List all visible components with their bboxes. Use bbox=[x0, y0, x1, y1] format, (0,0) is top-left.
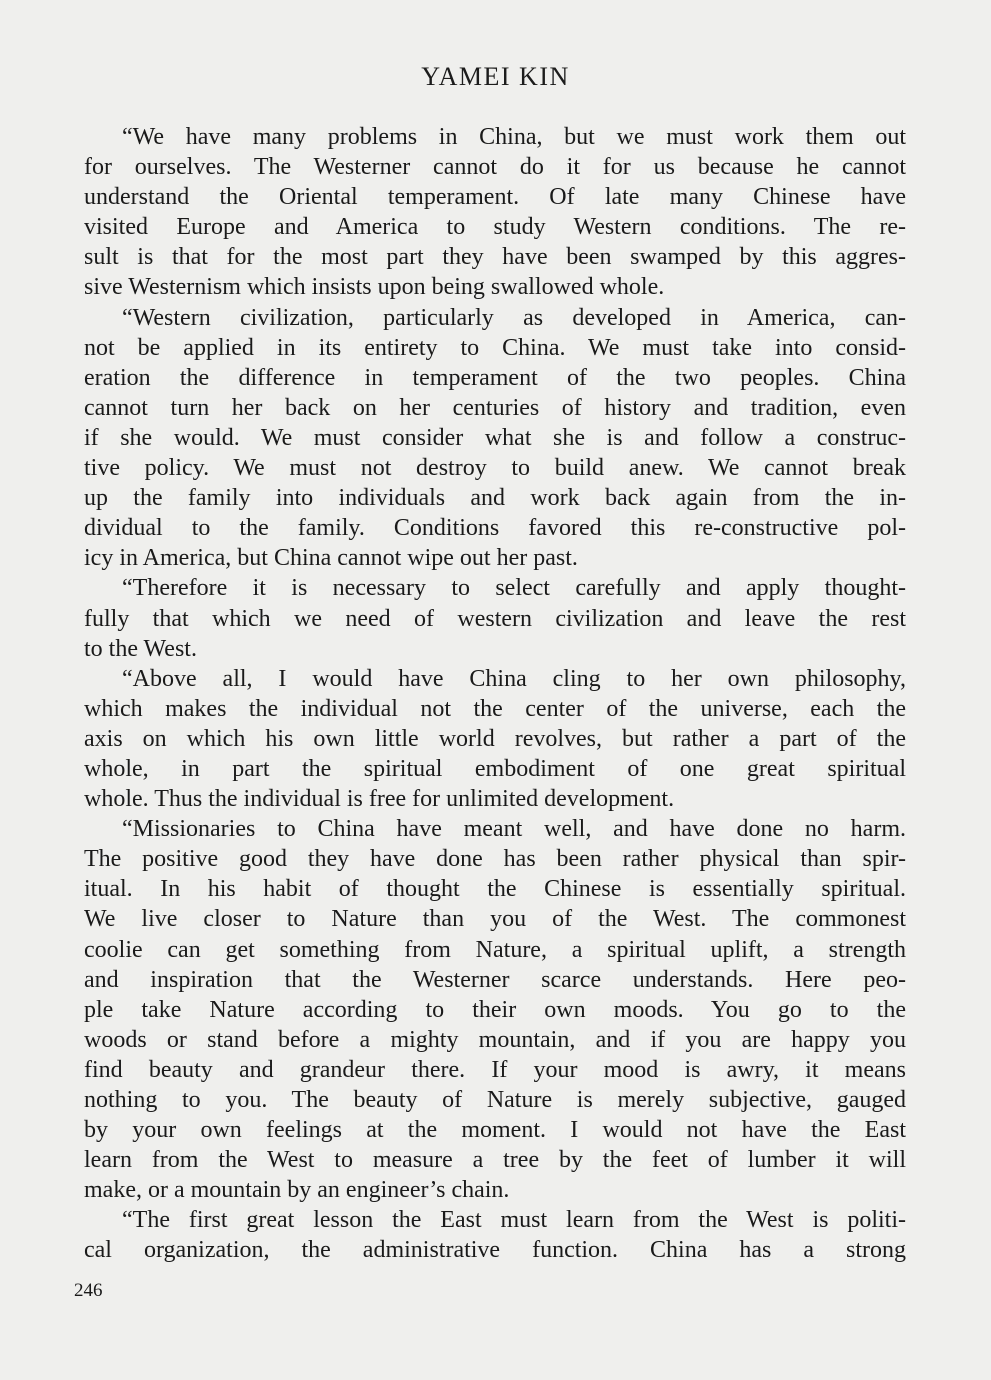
text-line: cal organization, the administrative function. China has a strong bbox=[84, 1237, 906, 1264]
text-line: axis on which his own little world revolves, but rather a part of the bbox=[84, 725, 906, 752]
paragraph bbox=[84, 303, 906, 574]
text-line: by your own feelings at the moment. I would not have the East bbox=[84, 1117, 906, 1144]
text-line: whole. Thus the individual is free for unlimited development. bbox=[84, 786, 675, 813]
text-line: sult is that for the most part they have been swamped by this aggres- bbox=[84, 244, 906, 271]
text-line: understand the Oriental temperament. Of late many Chinese have bbox=[84, 184, 906, 211]
text-line: “The first great lesson the East must learn from the West is politi- bbox=[122, 1207, 906, 1234]
text-line: sive Westernism which insists upon being swallowed whole. bbox=[84, 274, 665, 301]
text-line: “We have many problems in China, but we must work them out bbox=[122, 124, 906, 150]
text-line: woods or stand before a mighty mountain, and if you are happy you bbox=[84, 1026, 906, 1053]
text-line: for ourselves. The Westerner cannot do it for us because he cannot bbox=[84, 154, 906, 181]
text-line: icy in America, but China cannot wipe out her past. bbox=[84, 545, 578, 572]
text-line: cannot turn her back on her centuries of history and tradition, even bbox=[84, 394, 906, 421]
text-line: “Therefore it is necessary to select carefully and apply thought- bbox=[122, 575, 906, 602]
text-line: to the West. bbox=[84, 635, 197, 662]
paragraph bbox=[84, 1205, 906, 1265]
text-line: itual. In his habit of thought the Chinese is essentially spiritual. bbox=[84, 876, 906, 903]
text-line: visited Europe and America to study Western conditions. The re- bbox=[84, 214, 906, 241]
paragraph bbox=[84, 573, 906, 663]
text-line: make, or a mountain by an engineer’s chain. bbox=[84, 1177, 510, 1204]
text-line: We live closer to Nature than you of the West. The commonest bbox=[84, 906, 906, 933]
paragraph bbox=[84, 814, 906, 1205]
page-number: 246 bbox=[74, 1280, 103, 1301]
text-line: learn from the West to measure a tree by the feet of lumber it will bbox=[84, 1147, 906, 1174]
text-line: “Above all, I would have China cling to her own philosophy, bbox=[122, 665, 906, 692]
text-line: find beauty and grandeur there. If your mood is awry, it means bbox=[84, 1056, 906, 1083]
text-line: dividual to the family. Conditions favored this re-constructive pol- bbox=[84, 515, 906, 542]
text-line: not be applied in its entirety to China. We must take into consid- bbox=[84, 334, 906, 361]
text-line: and inspiration that the Westerner scarce understands. Here peo- bbox=[84, 966, 906, 993]
text-line: if she would. We must consider what she is and follow a construc- bbox=[84, 424, 906, 451]
text-line: fully that which we need of western civilization and leave the rest bbox=[84, 605, 906, 632]
paragraph bbox=[84, 664, 906, 814]
text-line: which makes the individual not the center of the universe, each the bbox=[84, 695, 906, 722]
text-line: ple take Nature according to their own moods. You go to the bbox=[84, 996, 906, 1023]
running-head: YAMEI KIN bbox=[421, 62, 570, 91]
text-line: eration the difference in temperament of the two peoples. China bbox=[84, 364, 906, 391]
text-line: The positive good they have done has been rather physical than spir- bbox=[84, 846, 906, 873]
text-line: up the family into individuals and work back again from the in- bbox=[84, 485, 906, 512]
text-line: “Western civilization, particularly as developed in America, can- bbox=[122, 304, 906, 331]
text-line: “Missionaries to China have meant well, and have done no harm. bbox=[122, 816, 906, 843]
text-line: coolie can get something from Nature, a spiritual uplift, a strength bbox=[84, 936, 906, 963]
text-line: whole, in part the spiritual embodiment of one great spiritual bbox=[84, 755, 906, 782]
paragraph bbox=[84, 122, 906, 303]
text-line: tive policy. We must not destroy to build anew. We cannot break bbox=[84, 455, 906, 482]
body-text bbox=[84, 122, 906, 1266]
text-line: nothing to you. The beauty of Nature is merely subjective, gauged bbox=[84, 1087, 906, 1113]
